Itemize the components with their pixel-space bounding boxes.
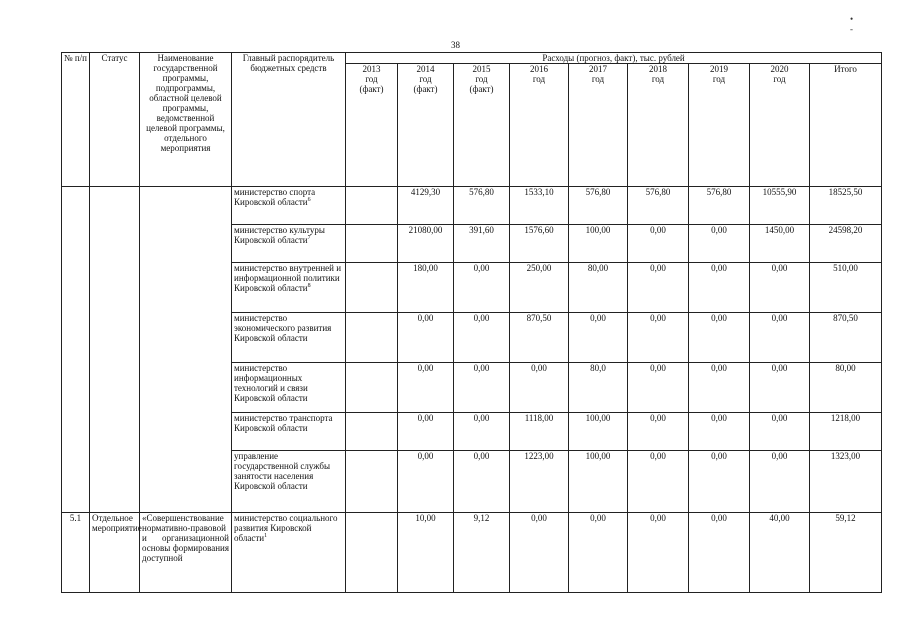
value-cell: 0,00 [628,451,689,513]
value-cell: 0,00 [689,225,750,263]
total-cell: 510,00 [810,263,882,313]
value-cell: 0,00 [628,363,689,413]
footnote-marker: 7 [307,235,311,241]
value-cell: 0,00 [628,513,689,593]
total-cell: 1323,00 [810,451,882,513]
value-cell [346,225,398,263]
header-year: 2017 год [569,64,628,187]
table-body [62,187,882,593]
corner-marks: • - [850,14,874,34]
total-cell: 80,00 [810,363,882,413]
value-cell: 0,00 [569,513,628,593]
value-cell: 0,00 [689,263,750,313]
value-cell: 80,0 [569,363,628,413]
value-cell: 0,00 [689,513,750,593]
value-cell: 576,80 [689,187,750,225]
value-cell: 0,00 [689,363,750,413]
value-cell: 0,00 [454,451,510,513]
value-cell: 180,00 [398,263,454,313]
value-cell: 391,60 [454,225,510,263]
value-cell: 250,00 [510,263,569,313]
value-cell: 0,00 [398,363,454,413]
value-cell: 0,00 [510,513,569,593]
value-cell: 100,00 [569,413,628,451]
admin-cell: министерство информационных технологий и связи Кировской области [232,363,346,413]
status-cell: Отдельное мероприятие [90,513,140,593]
value-cell [346,363,398,413]
value-cell: 80,00 [569,263,628,313]
header-year: 2015 год (факт) [454,64,510,187]
total-cell: 59,12 [810,513,882,593]
header-expenses: Расходы (прогноз, факт), тыс. рублей [346,53,882,64]
value-cell: 1223,00 [510,451,569,513]
value-cell: 1576,60 [510,225,569,263]
value-cell: 0,00 [454,263,510,313]
value-cell: 100,00 [569,451,628,513]
value-cell [346,451,398,513]
header-no: № п/п [62,53,90,187]
admin-cell: министерство культуры Кировской области$^7$ [232,225,346,263]
admin-cell: министерство транспорта Кировской области [232,413,346,451]
value-cell: 10555,90 [750,187,810,225]
footnote-marker: 6 [307,197,311,203]
value-cell: 100,00 [569,225,628,263]
header-year: 2014 год (факт) [398,64,454,187]
admin-cell: управление государственной службы занятости населения Кировской области [232,451,346,513]
header-year: 2018 год [628,64,689,187]
value-cell [346,187,398,225]
admin-cell: министерство экономического развития Кировской области [232,313,346,363]
header-year: 2019 год [689,64,750,187]
header-year: 2020 год [750,64,810,187]
value-cell: 870,50 [510,313,569,363]
budget-table [61,52,882,593]
admin-cell: министерство социального развития Кировской области$^1$ [232,513,346,593]
value-cell: 0,00 [750,363,810,413]
table-row [62,187,882,225]
total-cell: 1218,00 [810,413,882,451]
footnote-marker: 8 [307,283,311,289]
value-cell: 0,00 [689,313,750,363]
value-cell: 0,00 [750,413,810,451]
value-cell: 0,00 [628,263,689,313]
admin-cell: министерство спорта Кировской области$^6$ [232,187,346,225]
value-cell: 1118,00 [510,413,569,451]
value-cell: 0,00 [398,313,454,363]
header-year: 2013 год (факт) [346,64,398,187]
header-total: Итого [810,64,882,187]
value-cell: 0,00 [689,413,750,451]
value-cell: 0,00 [454,313,510,363]
header-year: 2016 год [510,64,569,187]
total-cell: 18525,50 [810,187,882,225]
value-cell: 576,80 [569,187,628,225]
value-cell: 0,00 [750,263,810,313]
row-number: 5.1 [62,513,90,593]
name-cell: «Совершенствование нормативно-правовой и организационной основы формирования доступной [140,513,232,593]
total-cell: 870,50 [810,313,882,363]
value-cell: 0,00 [750,451,810,513]
value-cell: 0,00 [628,413,689,451]
header-status: Статус [90,53,140,187]
value-cell: 0,00 [454,363,510,413]
header-name: Наименование государственной программы, подпрограммы, областной целевой программы, ведомственной целевой программы, отдельного мероприятия [140,53,232,187]
value-cell: 21080,00 [398,225,454,263]
footnote-marker: 1 [264,533,268,539]
value-cell: 40,00 [750,513,810,593]
total-cell: 24598,20 [810,225,882,263]
table-row-5-1 [62,513,882,593]
value-cell: 0,00 [398,451,454,513]
value-cell: 576,80 [628,187,689,225]
empty-cell [62,187,90,513]
value-cell [346,413,398,451]
value-cell: 0,00 [628,225,689,263]
value-cell: 0,00 [750,313,810,363]
header-admin: Главный распорядитель бюджетных средств [232,53,346,187]
value-cell: 0,00 [689,451,750,513]
value-cell: 1450,00 [750,225,810,263]
empty-cell [140,187,232,513]
value-cell: 1533,10 [510,187,569,225]
value-cell [346,513,398,593]
value-cell: 0,00 [569,313,628,363]
value-cell: 0,00 [510,363,569,413]
value-cell [346,313,398,363]
empty-cell [90,187,140,513]
value-cell: 4129,30 [398,187,454,225]
admin-cell: министерство внутренней и информационной политики Кировской области$^8$ [232,263,346,313]
page-number: 38 [451,40,460,50]
value-cell [346,263,398,313]
value-cell: 10,00 [398,513,454,593]
value-cell: 0,00 [398,413,454,451]
value-cell: 0,00 [628,313,689,363]
value-cell: 9,12 [454,513,510,593]
value-cell: 0,00 [454,413,510,451]
value-cell: 576,80 [454,187,510,225]
